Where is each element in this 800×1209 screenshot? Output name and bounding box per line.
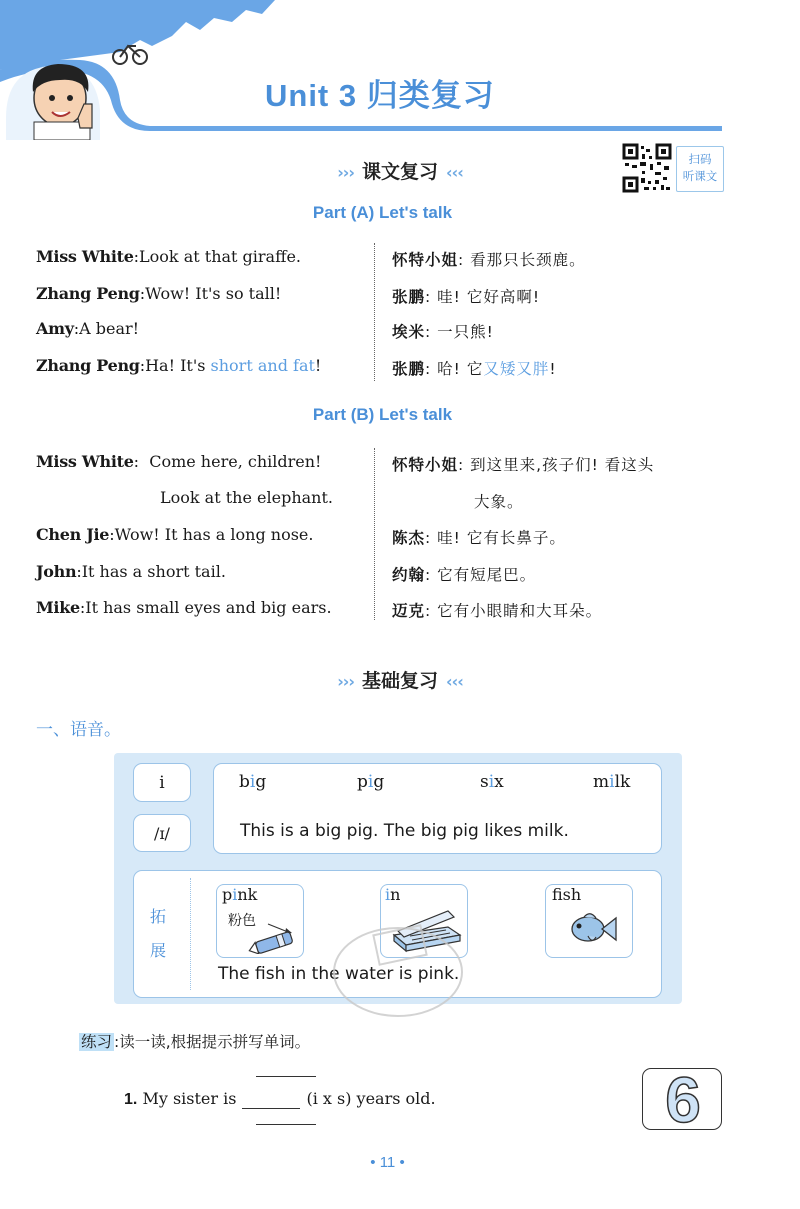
- phonics-letter: i: [133, 763, 191, 802]
- chevron-right-icon: ›››: [337, 163, 354, 182]
- dialogue-line-cont: Look at the elephant.: [160, 488, 333, 507]
- phonics-word: milk: [593, 772, 631, 792]
- dialogue-line: Amy:A bear!: [36, 319, 140, 338]
- dialogue-line-zh: 张鹏: 哈! 它又矮又胖!: [392, 360, 557, 378]
- crayon-icon: [248, 918, 304, 954]
- svg-text:6: 6: [665, 1070, 701, 1128]
- watermark-stamp: [318, 910, 478, 1030]
- dialogue-line-zh: 埃米: 一只熊!: [392, 323, 494, 341]
- exercise-instruction: 练习 :读一读,根据提示拼写单词。: [81, 1033, 311, 1051]
- sub-heading-phonics: 一、语音。: [36, 720, 121, 740]
- guide-line: [256, 1076, 316, 1077]
- dialogue-line-zh: 怀特小姐: 到这里来,孩子们! 看这头: [392, 456, 655, 474]
- page-title: Unit 3 归类复习: [265, 78, 495, 113]
- fish-icon: [566, 908, 618, 950]
- dialogue-line-zh: 陈杰: 哇! 它有长鼻子。: [392, 529, 566, 547]
- dialogue-line: Mike:It has small eyes and big ears.: [36, 598, 332, 617]
- part-a-title: Part (A) Let's talk: [312, 203, 453, 222]
- exercise-question-1: 1. My sister is (i x s) years old.: [124, 1089, 436, 1108]
- picture-note: 粉色: [228, 913, 256, 929]
- section-heading-text-review: ››› 课文复习 ‹‹‹: [337, 161, 463, 183]
- page-number: • 11 •: [370, 1154, 405, 1171]
- phonics-ipa: /ɪ/: [133, 814, 191, 852]
- dialogue-line: Miss White:Look at that giraffe.: [36, 247, 302, 266]
- answer-blank[interactable]: [242, 1089, 300, 1109]
- picture-word: fsh: [552, 885, 582, 904]
- extension-sentence: The fish in the water is pink.: [218, 964, 460, 984]
- phonics-word: big: [239, 772, 267, 792]
- chevron-right-icon: ›››: [337, 672, 354, 691]
- dialogue-line: Zhang Peng:Wow! It's so tall!: [36, 284, 282, 303]
- dialogue-line-zh-cont: 大象。: [474, 493, 524, 511]
- qr-label: 扫码 听课文: [676, 146, 724, 192]
- big-six-figure: [658, 1070, 708, 1128]
- dialogue-line-zh: 迈克: 它有小眼睛和大耳朵。: [392, 602, 603, 620]
- column-divider: [374, 243, 375, 381]
- extension-divider: [190, 878, 191, 990]
- phonics-word: six: [480, 772, 504, 792]
- picture-word: pink: [222, 885, 258, 904]
- picture-word: in: [385, 885, 401, 904]
- extension-label: 展: [150, 941, 167, 960]
- chevron-left-icon: ‹‹‹: [446, 163, 463, 182]
- guide-line: [256, 1124, 316, 1125]
- part-b-title: Part (B) Let's talk: [312, 405, 453, 424]
- section-heading-basics: ››› 基础复习 ‹‹‹: [337, 670, 463, 692]
- dialogue-line-zh: 约翰: 它有短尾巴。: [392, 566, 537, 584]
- dialogue-line-zh: 张鹏: 哇! 它好高啊!: [392, 288, 541, 306]
- dialogue-line: Chen Jie:Wow! It has a long nose.: [36, 525, 314, 544]
- dialogue-line: Zhang Peng:Ha! It's short and fat!: [36, 356, 322, 375]
- extension-label: 拓: [150, 907, 167, 926]
- column-divider: [374, 448, 375, 620]
- chevron-left-icon: ‹‹‹: [446, 672, 463, 691]
- phonics-sentence: This is a big pig. The big pig likes milk.: [240, 821, 569, 841]
- phonics-word: pig: [357, 772, 385, 792]
- dialogue-line: John:It has a short tail.: [36, 562, 226, 581]
- dialogue-line: Miss White: Come here, children!: [36, 452, 322, 471]
- dialogue-line-zh: 怀特小姐: 看那只长颈鹿。: [392, 251, 586, 269]
